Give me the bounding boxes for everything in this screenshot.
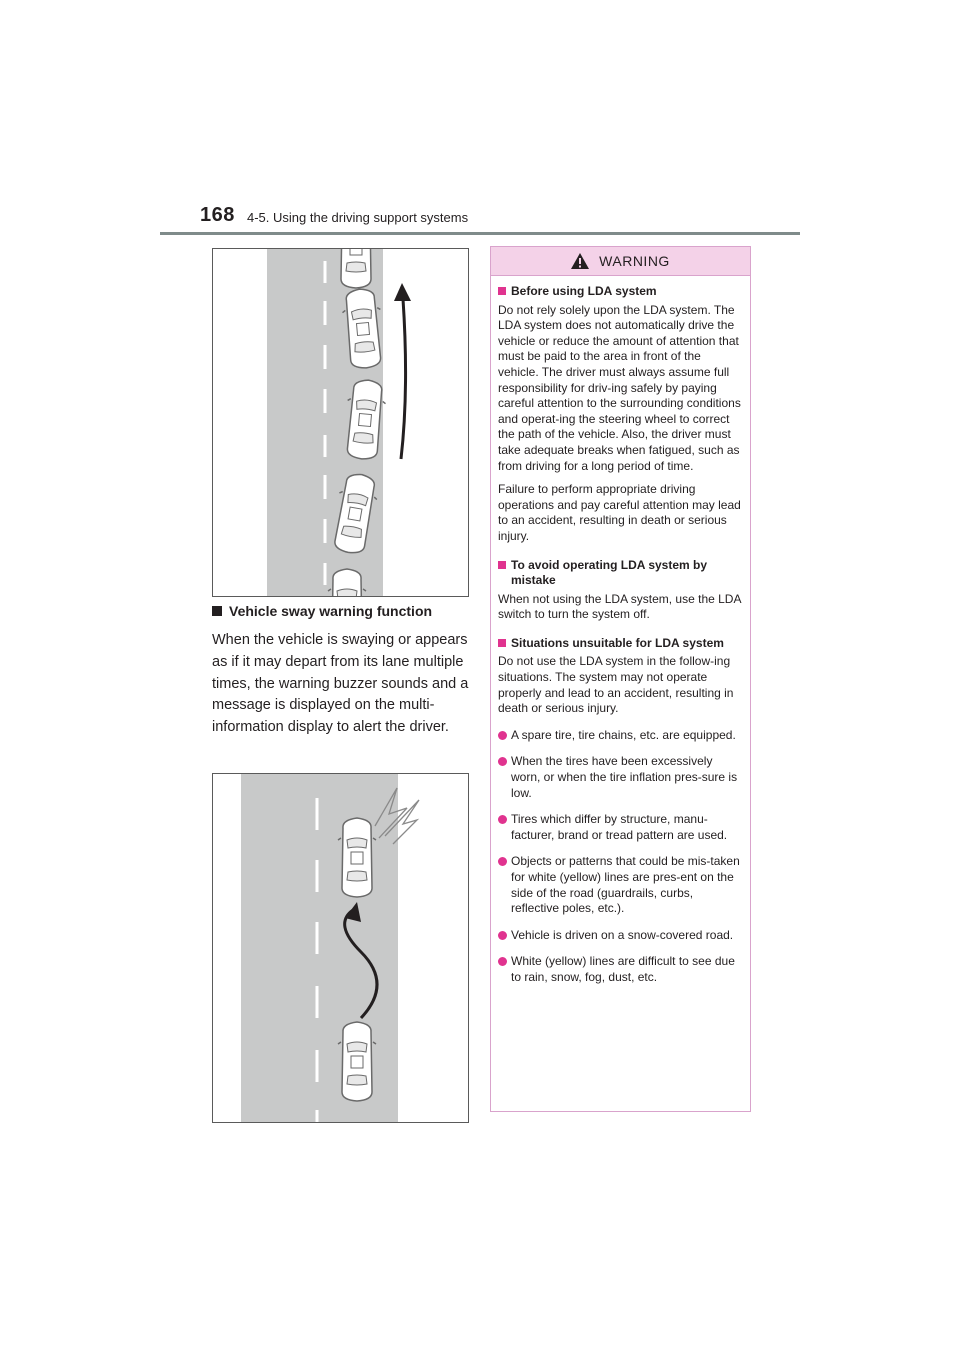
page-number: 168 [200,204,235,226]
square-bullet-icon [498,287,506,295]
subsection-body: When the vehicle is swaying or appears as if it may depart from its lane multiple times, the warning buzzer sounds and a message is displayed on the multi-information display to alert the driver. [212,632,469,736]
list-item [498,854,744,916]
list-item [498,754,744,801]
list-item-text: A spare tire, tire chains, etc. are equipped. [511,727,736,742]
warning-heading-text: Before using LDA system [511,284,657,298]
round-bullet-icon [498,815,507,824]
round-bullet-icon [498,957,507,966]
list-item [498,728,744,744]
subsection-heading [212,603,432,619]
round-bullet-icon [498,731,507,740]
warning-section-heading [498,284,744,300]
square-bullet-icon [498,561,506,569]
header-divider [160,232,800,235]
square-bullet-icon [498,639,506,647]
warning-section-heading [498,558,744,589]
square-bullet-icon [212,606,222,616]
warning-paragraph: When not using the LDA system, use the LDA switch to turn the system off. [498,591,741,622]
warning-box [490,246,751,1112]
warning-body [491,276,750,986]
vehicle-sway-warning-figure [212,773,469,1123]
list-item [498,812,744,843]
warning-heading-text: To avoid operating LDA system by mistake [511,557,708,588]
list-item-text: Vehicle is driven on a snow-covered road. [511,927,734,942]
vehicle-swerving-in-lane-illustration [213,249,469,597]
warning-paragraph: Do not rely solely upon the LDA system. The LDA system does not automatically drive the vehicle or reduce the amount of attention that must be paid to the area in front of the vehicle. The driver must always assume full responsibility for driv-ing safely by paying careful attention to the surrounding conditions and operat-ing the steering wheel to correct the path of the vehicle. Also, the driver must take adequate breaks when fatigued, such as from driving for a long period of time. [498,302,741,473]
round-bullet-icon [498,931,507,940]
list-item-text: Tires which differ by structure, manu-facturer, brand or tread pattern are used. [511,812,728,842]
warning-paragraph: Failure to perform appropriate driving operations and pay careful attention may lead to an accident, resulting in death or serious injury. [498,482,741,543]
warning-title: WARNING [599,253,670,269]
list-item-text: Objects or patterns that could be mis-taken for white (yellow) lines are pres-ent on the side of the road (guardrails, curbs, reflective poles, etc.). [511,854,740,916]
vehicle-swerving-figure [212,248,469,597]
vehicle-sway-warning-illustration [213,774,469,1123]
subsection-heading-text: Vehicle sway warning function [229,603,433,619]
section-title: 4-5. Using the driving support systems [247,210,469,225]
list-item [498,954,744,985]
warning-section-heading [498,636,744,652]
warning-paragraph: Do not use the LDA system in the follow-ing situations. The system may not operate properly and lead to an accident, resulting in death or serious injury. [498,654,734,716]
list-item-text: When the tires have been excessively worn, or when the tire inflation pres-sure is low. [511,754,738,800]
warning-heading-text: Situations unsuitable for LDA system [511,635,724,650]
round-bullet-icon [498,757,507,766]
warning-triangle-icon [571,253,589,269]
list-item [498,928,744,944]
round-bullet-icon [498,857,507,866]
list-item-text: White (yellow) lines are difficult to see due to rain, snow, fog, dust, etc. [511,954,735,984]
warning-header [491,247,750,276]
